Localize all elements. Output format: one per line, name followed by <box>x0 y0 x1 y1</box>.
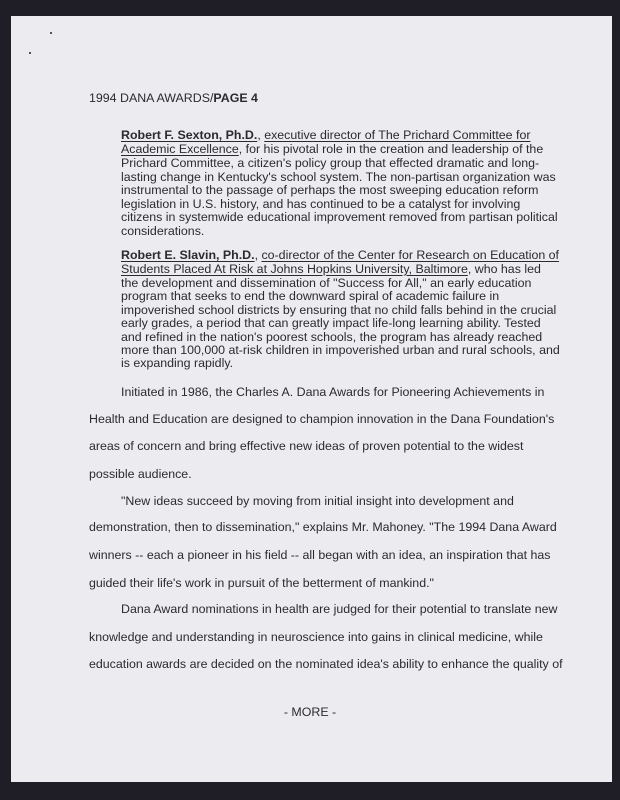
paragraph-line: instrumental to the passage of perhaps the most sweeping education reform <box>121 183 539 198</box>
header-page-number: PAGE 4 <box>213 91 258 105</box>
scan-speck <box>50 32 52 34</box>
paragraph-text: , who has led <box>467 262 541 276</box>
paragraph-line: citizens in systemwide educational improvement removed from partisan political <box>121 210 558 225</box>
paragraph-line: education awards are decided on the nominated idea's ability to enhance the quality of <box>89 657 563 671</box>
paragraph-line: considerations. <box>121 224 205 238</box>
paragraph-line: Initiated in 1986, the Charles A. Dana Awards for Pioneering Achievements in <box>121 385 545 399</box>
paragraph-line: areas of concern and bring effective new ideas of proven potential to the widest <box>89 439 524 453</box>
paragraph-line: guided their life's work in pursuit of the betterment of mankind." <box>89 576 434 590</box>
awardee-title: co-director of the Center for Research on Education of <box>261 248 560 262</box>
page-header <box>89 91 258 105</box>
paragraph-line: Dana Award nominations in health are judged for their potential to translate new <box>121 602 558 616</box>
awardee-title: Students Placed At Risk at Johns Hopkins University, Baltimore <box>121 262 468 276</box>
paragraph-line: early grades, a period that can greatly impact life-long learning ability. Tested <box>121 316 541 331</box>
paragraph-line: legislation in U.S. history, and has continued to be a catalyst for involving <box>121 196 521 211</box>
paragraph-line <box>121 142 543 156</box>
more-footer: - MORE - <box>283 705 337 719</box>
paragraph-line: more than 100,000 at-risk children in impoverished urban and rural schools, and <box>121 343 560 357</box>
awardee-title: executive director of The Prichard Committee for <box>264 128 531 142</box>
paragraph-line: Prichard Committee, a citizen's policy group that effected dramatic and long- <box>121 156 540 170</box>
awardee-name: Robert F. Sexton, Ph.D. <box>121 128 258 142</box>
paragraph-line: winners -- each a pioneer in his field -- all began with an idea, an inspiration that has <box>89 548 551 562</box>
separator: , <box>254 248 262 262</box>
paragraph-line: demonstration, then to dissemination," explains Mr. Mahoney. "The 1994 Dana Award <box>89 520 557 534</box>
separator: , <box>257 128 265 142</box>
awardee-name: Robert E. Slavin, Ph.D. <box>121 248 255 262</box>
paragraph-line: possible audience. <box>89 467 192 481</box>
paragraph-line: program that seeks to end the downward spiral of academic failure in <box>121 289 500 304</box>
paragraph-line: and refined in the nation's poorest schools, the program has already reached <box>121 329 543 344</box>
paragraph-line <box>121 128 530 142</box>
paragraph-line: lasting change in Kentucky's school system. The non-partisan organization was <box>121 169 556 184</box>
paragraph-text: , for his pivotal role in the creation and leadership of the <box>238 142 544 156</box>
paragraph-line: is expanding rapidly. <box>121 356 234 371</box>
awardee-title: Academic Excellence <box>121 142 239 156</box>
paragraph-line: impoverished school districts by ensuring that no child falls behind in the crucial <box>121 302 557 317</box>
paragraph-line: knowledge and understanding in neuroscience into gains in clinical medicine, while <box>89 630 543 644</box>
paragraph-line <box>121 262 541 276</box>
paragraph-line: the development and dissemination of "Success for All," an early education <box>121 276 532 290</box>
paragraph-line <box>121 248 559 262</box>
scan-speck <box>29 52 31 54</box>
paragraph-line: Health and Education are designed to champion innovation in the Dana Foundation's <box>89 412 555 426</box>
header-prefix: 1994 DANA AWARDS/ <box>89 91 214 105</box>
paragraph-line: "New ideas succeed by moving from initial insight into development and <box>121 494 514 508</box>
